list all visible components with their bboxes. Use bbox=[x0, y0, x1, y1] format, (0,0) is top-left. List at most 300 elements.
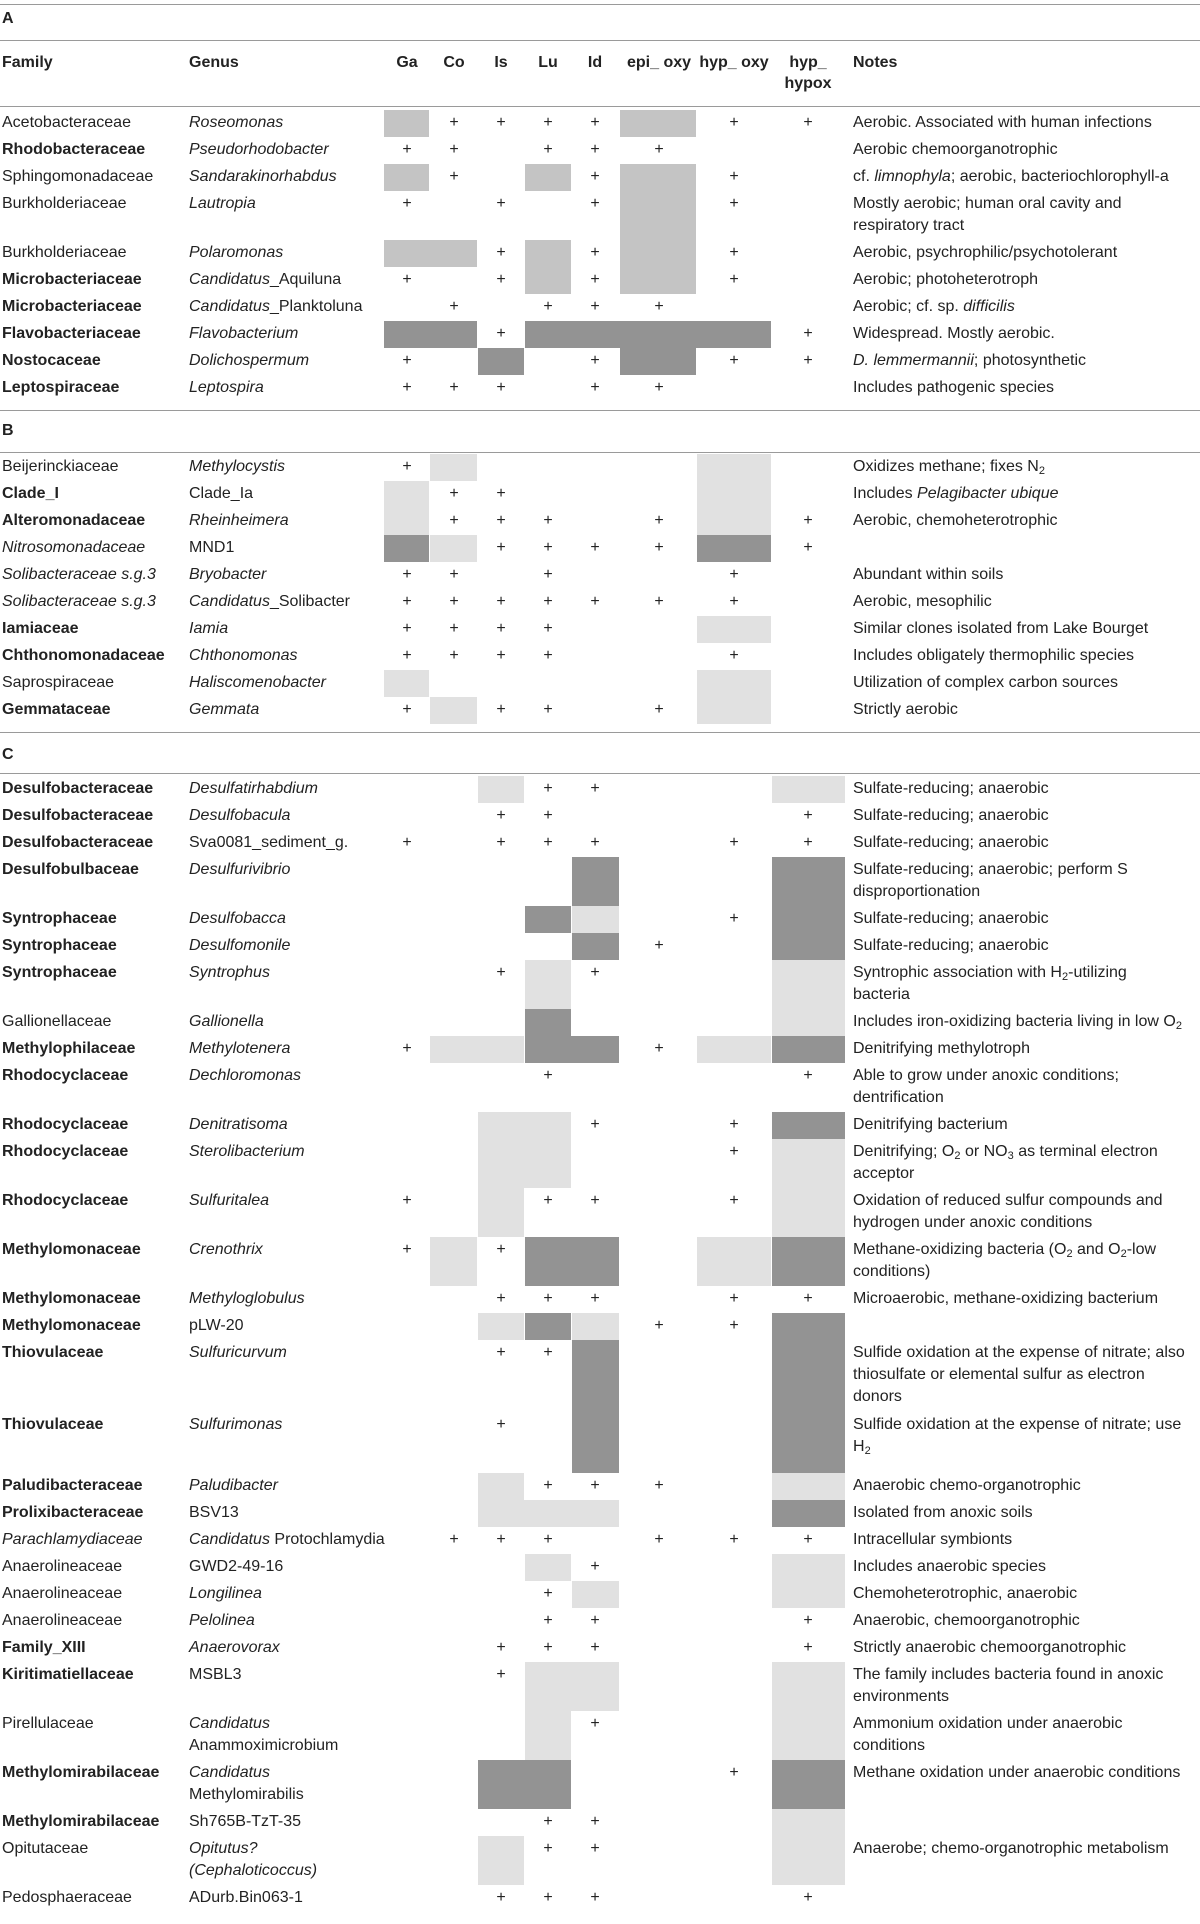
presence-mark: + bbox=[496, 271, 506, 288]
presence-mark: + bbox=[543, 620, 553, 637]
cell-shade bbox=[572, 857, 619, 906]
presence-mark: + bbox=[590, 964, 600, 981]
presence-mark: + bbox=[543, 1889, 553, 1906]
family-cell: Thiovulaceae bbox=[2, 1416, 104, 1433]
presence-mark: + bbox=[729, 352, 739, 369]
presence-mark: + bbox=[543, 1344, 553, 1361]
presence-mark: + bbox=[654, 937, 664, 954]
section-end-rule bbox=[0, 410, 1200, 411]
col-header-text: hyp_ oxy bbox=[699, 54, 769, 71]
cell-shade bbox=[620, 240, 696, 267]
cell-shade bbox=[384, 321, 477, 348]
presence-mark: + bbox=[803, 1067, 813, 1084]
genus-cell: Lautropia bbox=[189, 195, 256, 212]
family-cell: Syntrophaceae bbox=[2, 964, 117, 981]
genus-cell: Gallionella bbox=[189, 1013, 264, 1030]
family-cell: Methylomonaceae bbox=[2, 1317, 141, 1334]
family-cell: Anaerolineaceae bbox=[2, 1558, 123, 1575]
family-cell: Methylomirabilaceae bbox=[2, 1813, 160, 1830]
genus-cell: Candidatus Protochlamydia bbox=[189, 1531, 385, 1548]
cell-shade bbox=[478, 1473, 524, 1500]
genus-cell: Roseomonas bbox=[189, 114, 284, 131]
presence-mark: + bbox=[402, 566, 412, 583]
genus-cell: MND1 bbox=[189, 539, 235, 556]
notes-cell: Includes pathogenic species bbox=[853, 379, 1055, 396]
cell-shade bbox=[697, 670, 771, 697]
cell-shade bbox=[478, 1836, 524, 1885]
presence-mark: + bbox=[496, 195, 506, 212]
family-cell: Iamiaceae bbox=[2, 620, 79, 637]
notes-cell: Similar clones isolated from Lake Bourget bbox=[853, 620, 1149, 637]
notes-cell: Widespread. Mostly aerobic. bbox=[853, 325, 1055, 342]
cell-shade bbox=[525, 960, 571, 1009]
presence-mark: + bbox=[543, 1639, 553, 1656]
presence-mark: + bbox=[402, 271, 412, 288]
cell-shade bbox=[697, 481, 771, 508]
presence-mark: + bbox=[654, 701, 664, 718]
presence-mark: + bbox=[654, 1531, 664, 1548]
presence-mark: + bbox=[402, 352, 412, 369]
col-header-text: Is bbox=[494, 54, 508, 71]
cell-shade bbox=[525, 1237, 619, 1286]
col-header-text: Lu bbox=[538, 54, 558, 71]
cell-shade bbox=[525, 1554, 571, 1581]
presence-mark: + bbox=[496, 1290, 506, 1307]
presence-mark: + bbox=[543, 647, 553, 664]
family-cell: Rhodobacteraceae bbox=[2, 141, 146, 158]
notes-cell: Methane-oxidizing bacteria ($O_2$ and $O_2$-low conditions) bbox=[853, 1241, 1157, 1280]
presence-mark: + bbox=[654, 1477, 664, 1494]
family-cell: Beijerinckiaceae bbox=[2, 458, 119, 475]
genus-cell: Denitratisoma bbox=[189, 1116, 288, 1133]
notes-cell: Aerobic. Associated with human infections bbox=[853, 114, 1152, 131]
genus-cell: Sulfurimonas bbox=[189, 1416, 283, 1433]
notes-cell: Aerobic, psychrophilic/psychotolerant bbox=[853, 244, 1118, 261]
section-label: C bbox=[2, 746, 14, 763]
presence-mark: + bbox=[543, 807, 553, 824]
cell-shade bbox=[478, 348, 524, 375]
cell-shade bbox=[430, 1237, 477, 1286]
header-rule bbox=[0, 106, 1200, 107]
presence-mark: + bbox=[590, 780, 600, 797]
presence-mark: + bbox=[590, 539, 600, 556]
family-cell: Desulfobulbaceae bbox=[2, 861, 139, 878]
presence-mark: + bbox=[449, 298, 459, 315]
cell-shade bbox=[430, 535, 477, 562]
cell-shade bbox=[772, 1473, 845, 1500]
family-cell: Burkholderiaceae bbox=[2, 244, 127, 261]
presence-mark: + bbox=[590, 1639, 600, 1656]
cell-shade bbox=[525, 1313, 571, 1340]
presence-mark: + bbox=[543, 1477, 553, 1494]
genus-cell: Opitutus? (Cephaloticoccus) bbox=[189, 1840, 318, 1879]
presence-mark: + bbox=[654, 379, 664, 396]
presence-mark: + bbox=[590, 1192, 600, 1209]
cell-shade bbox=[772, 1809, 845, 1836]
cell-shade bbox=[772, 1237, 845, 1286]
presence-mark: + bbox=[496, 485, 506, 502]
cell-shade bbox=[525, 267, 571, 294]
presence-mark: + bbox=[590, 168, 600, 185]
notes-cell: Sulfate-reducing; anaerobic bbox=[853, 834, 1049, 851]
col-header-text: Ga bbox=[396, 54, 418, 71]
family-cell: Methylomonaceae bbox=[2, 1290, 141, 1307]
presence-mark: + bbox=[590, 1116, 600, 1133]
cell-shade bbox=[697, 616, 771, 643]
presence-mark: + bbox=[590, 352, 600, 369]
genus-cell: Sterolibacterium bbox=[189, 1143, 305, 1160]
cell-shade bbox=[772, 1581, 845, 1608]
presence-mark: + bbox=[449, 485, 459, 502]
presence-mark: + bbox=[803, 539, 813, 556]
family-cell: Saprospiraceae bbox=[2, 674, 115, 691]
family-cell: Flavobacteriaceae bbox=[2, 325, 141, 342]
cell-shade bbox=[620, 191, 696, 240]
genus-cell: GWD2-49-16 bbox=[189, 1558, 284, 1575]
notes-cell: Sulfate-reducing; anaerobic bbox=[853, 780, 1049, 797]
genus-cell: Rheinheimera bbox=[189, 512, 289, 529]
presence-mark: + bbox=[543, 1840, 553, 1857]
col-header-text: Id bbox=[587, 54, 603, 71]
family-cell: Kiritimatiellaceae bbox=[2, 1666, 134, 1683]
presence-mark: + bbox=[496, 834, 506, 851]
presence-mark: + bbox=[590, 1477, 600, 1494]
cell-shade bbox=[478, 1188, 524, 1237]
notes-cell: Sulfate-reducing; anaerobic; perform S disproportionation bbox=[853, 861, 1128, 900]
family-cell: Solibacteraceae s.g.3 bbox=[2, 566, 156, 583]
presence-mark: + bbox=[729, 593, 739, 610]
presence-mark: + bbox=[402, 620, 412, 637]
family-cell: Parachlamydiaceae bbox=[2, 1531, 143, 1548]
cell-shade bbox=[697, 508, 771, 535]
family-cell: Clade_I bbox=[2, 485, 59, 502]
cell-shade bbox=[384, 110, 429, 137]
cell-shade bbox=[697, 454, 771, 481]
genus-cell: Dolichospermum bbox=[189, 352, 310, 369]
notes-cell: Denitrifying methylotroph bbox=[853, 1040, 1030, 1057]
notes-cell: Aerobic, chemoheterotrophic bbox=[853, 512, 1058, 529]
cell-shade bbox=[384, 481, 429, 508]
presence-mark: + bbox=[654, 593, 664, 610]
presence-mark: + bbox=[402, 141, 412, 158]
presence-mark: + bbox=[654, 298, 664, 315]
cell-shade bbox=[572, 1581, 619, 1608]
family-cell: Thiovulaceae bbox=[2, 1344, 104, 1361]
presence-mark: + bbox=[654, 1040, 664, 1057]
cell-shade bbox=[772, 1112, 845, 1139]
notes-cell: Denitrifying bacterium bbox=[853, 1116, 1008, 1133]
notes-cell: cf. limnophyla; aerobic, bacteriochlorophyll-a bbox=[853, 168, 1169, 185]
notes-cell: Oxidation of reduced sulfur compounds and hydrogen under anoxic conditions bbox=[853, 1192, 1163, 1231]
col-header-text: hyp_ bbox=[789, 54, 827, 71]
cell-shade bbox=[478, 1313, 524, 1340]
top-rule bbox=[0, 4, 1200, 5]
family-cell: Microbacteriaceae bbox=[2, 271, 142, 288]
notes-cell: Anaerobe; chemo-organotrophic metabolism bbox=[853, 1840, 1169, 1857]
family-cell: Nitrosomonadaceae bbox=[2, 539, 146, 556]
presence-mark: + bbox=[729, 1192, 739, 1209]
presence-mark: + bbox=[402, 379, 412, 396]
presence-mark: + bbox=[543, 701, 553, 718]
section-end-rule bbox=[0, 732, 1200, 733]
presence-mark: + bbox=[496, 593, 506, 610]
presence-mark: + bbox=[402, 195, 412, 212]
family-cell: Prolixibacteraceae bbox=[2, 1504, 144, 1521]
family-cell: Rhodocyclaceae bbox=[2, 1143, 129, 1160]
presence-mark: + bbox=[543, 566, 553, 583]
col-header-7 bbox=[768, 52, 848, 94]
cell-shade bbox=[478, 1500, 619, 1527]
cell-shade bbox=[697, 1237, 771, 1286]
genus-cell: Sulfuricurvum bbox=[189, 1344, 287, 1361]
cell-shade bbox=[772, 1009, 845, 1036]
family-cell: Rhodocyclaceae bbox=[2, 1192, 129, 1209]
presence-mark: + bbox=[590, 141, 600, 158]
col-header-notes: Notes bbox=[853, 54, 898, 71]
presence-mark: + bbox=[402, 1040, 412, 1057]
genus-cell: Candidatus Methylomirabilis bbox=[189, 1764, 304, 1803]
presence-mark: + bbox=[496, 379, 506, 396]
presence-mark: + bbox=[590, 195, 600, 212]
genus-cell: Pelolinea bbox=[189, 1612, 255, 1629]
genus-cell: Dechloromonas bbox=[189, 1067, 302, 1084]
notes-cell: Utilization of complex carbon sources bbox=[853, 674, 1119, 691]
genus-cell: Desulfobacula bbox=[189, 807, 291, 824]
genus-cell: Leptospira bbox=[189, 379, 264, 396]
presence-mark: + bbox=[496, 964, 506, 981]
presence-mark: + bbox=[402, 701, 412, 718]
family-cell: Leptospiraceae bbox=[2, 379, 120, 396]
notes-cell: Methane oxidation under anaerobic conditions bbox=[853, 1764, 1181, 1781]
notes-cell: Includes iron-oxidizing bacteria living in low $O_2$ bbox=[853, 1013, 1182, 1032]
cell-shade bbox=[772, 776, 845, 803]
presence-mark: + bbox=[449, 593, 459, 610]
presence-mark: + bbox=[496, 1889, 506, 1906]
presence-mark: + bbox=[803, 1639, 813, 1656]
genus-cell: Methylotenera bbox=[189, 1040, 291, 1057]
presence-mark: + bbox=[496, 1531, 506, 1548]
presence-mark: + bbox=[449, 647, 459, 664]
genus-cell: Desulfatirhabdium bbox=[189, 780, 318, 797]
notes-cell: Anaerobic chemo-organotrophic bbox=[853, 1477, 1081, 1494]
presence-mark: + bbox=[803, 352, 813, 369]
col-header-6 bbox=[694, 52, 774, 73]
genus-cell: MSBL3 bbox=[189, 1666, 242, 1683]
presence-mark: + bbox=[496, 539, 506, 556]
genus-cell: Iamia bbox=[189, 620, 229, 637]
presence-mark: + bbox=[449, 620, 459, 637]
notes-cell: Microaerobic, methane-oxidizing bacterium bbox=[853, 1290, 1159, 1307]
presence-mark: + bbox=[803, 512, 813, 529]
notes-cell: Intracellular symbionts bbox=[853, 1531, 1013, 1548]
notes-cell: Includes obligately thermophilic species bbox=[853, 647, 1135, 664]
presence-mark: + bbox=[496, 647, 506, 664]
cell-shade bbox=[772, 933, 845, 960]
presence-mark: + bbox=[402, 458, 412, 475]
family-cell: Gemmataceae bbox=[2, 701, 111, 718]
cell-shade bbox=[772, 1711, 845, 1760]
presence-mark: + bbox=[543, 1585, 553, 1602]
presence-mark: + bbox=[590, 244, 600, 261]
cell-shade bbox=[772, 857, 845, 906]
notes-cell: Includes Pelagibacter ubique bbox=[853, 485, 1059, 502]
presence-mark: + bbox=[402, 593, 412, 610]
genus-cell: Sandarakinorhabdus bbox=[189, 168, 337, 185]
family-cell: Rhodocyclaceae bbox=[2, 1067, 129, 1084]
genus-cell: Flavobacterium bbox=[189, 325, 299, 342]
presence-mark: + bbox=[803, 325, 813, 342]
presence-mark: + bbox=[402, 1192, 412, 1209]
cell-shade bbox=[478, 1139, 571, 1188]
section-label: A bbox=[2, 10, 14, 27]
presence-mark: + bbox=[449, 566, 459, 583]
presence-mark: + bbox=[543, 114, 553, 131]
cell-shade bbox=[525, 1662, 619, 1711]
presence-mark: + bbox=[654, 1317, 664, 1334]
presence-mark: + bbox=[543, 1192, 553, 1209]
presence-mark: + bbox=[729, 647, 739, 664]
presence-mark: + bbox=[449, 512, 459, 529]
presence-mark: + bbox=[729, 1317, 739, 1334]
notes-cell: Syntrophic association with $H_2$-utilizing bacteria bbox=[853, 964, 1127, 1003]
cell-shade bbox=[525, 1711, 571, 1760]
notes-cell: Sulfate-reducing; anaerobic bbox=[853, 937, 1049, 954]
presence-mark: + bbox=[590, 379, 600, 396]
notes-cell: Isolated from anoxic soils bbox=[853, 1504, 1033, 1521]
presence-mark: + bbox=[449, 114, 459, 131]
cell-shade bbox=[384, 535, 429, 562]
notes-cell: Sulfate-reducing; anaerobic bbox=[853, 807, 1049, 824]
section-rule bbox=[0, 773, 1200, 774]
presence-mark: + bbox=[803, 114, 813, 131]
presence-mark: + bbox=[590, 1290, 600, 1307]
genus-cell: Crenothrix bbox=[189, 1241, 263, 1258]
presence-mark: + bbox=[590, 1840, 600, 1857]
section-rule bbox=[0, 40, 1200, 41]
presence-mark: + bbox=[803, 807, 813, 824]
cell-shade bbox=[525, 1036, 619, 1063]
section-label: B bbox=[2, 422, 14, 439]
family-cell: Syntrophaceae bbox=[2, 937, 117, 954]
presence-mark: + bbox=[590, 114, 600, 131]
cell-shade bbox=[620, 110, 696, 137]
presence-mark: + bbox=[729, 910, 739, 927]
presence-mark: + bbox=[803, 834, 813, 851]
notes-cell: Oxidizes methane; fixes $N_2$ bbox=[853, 458, 1045, 477]
presence-mark: + bbox=[496, 1241, 506, 1258]
notes-cell: D. lemmermannii; photosynthetic bbox=[853, 352, 1086, 369]
presence-mark: + bbox=[496, 244, 506, 261]
col-header-text: Co bbox=[443, 54, 465, 71]
presence-mark: + bbox=[729, 195, 739, 212]
presence-mark: + bbox=[590, 1813, 600, 1830]
presence-mark: + bbox=[590, 1715, 600, 1732]
family-cell: Sphingomonadaceae bbox=[2, 168, 154, 185]
genus-cell: Anaerovorax bbox=[189, 1639, 280, 1656]
genus-cell: Methylocystis bbox=[189, 458, 286, 475]
presence-mark: + bbox=[543, 539, 553, 556]
cell-shade bbox=[384, 240, 477, 267]
presence-mark: + bbox=[543, 1067, 553, 1084]
col-header-text: hypox bbox=[784, 75, 832, 92]
presence-mark: + bbox=[590, 298, 600, 315]
notes-cell: Strictly anaerobic chemoorganotrophic bbox=[853, 1639, 1127, 1656]
notes-cell: The family includes bacteria found in anoxic environments bbox=[853, 1666, 1164, 1705]
presence-mark: + bbox=[654, 539, 664, 556]
cell-shade bbox=[620, 348, 696, 375]
cell-shade bbox=[772, 1554, 845, 1581]
presence-mark: + bbox=[402, 1241, 412, 1258]
cell-shade bbox=[384, 164, 429, 191]
presence-mark: + bbox=[402, 834, 412, 851]
genus-cell: Longilinea bbox=[189, 1585, 262, 1602]
presence-mark: + bbox=[496, 325, 506, 342]
genus-cell: Sh765B-TzT-35 bbox=[189, 1813, 302, 1830]
cell-shade bbox=[772, 1340, 845, 1412]
family-cell: Anaerolineaceae bbox=[2, 1612, 123, 1629]
presence-mark: + bbox=[543, 1290, 553, 1307]
presence-mark: + bbox=[729, 1143, 739, 1160]
presence-mark: + bbox=[496, 114, 506, 131]
col-header-family: Family bbox=[2, 54, 53, 71]
cell-shade bbox=[478, 1760, 571, 1809]
cell-shade bbox=[772, 906, 845, 933]
genus-cell: BSV13 bbox=[189, 1504, 239, 1521]
cell-shade bbox=[478, 1112, 571, 1139]
presence-mark: + bbox=[543, 512, 553, 529]
notes-cell: Ammonium oxidation under anaerobic conditions bbox=[853, 1715, 1123, 1754]
cell-shade bbox=[772, 1036, 845, 1063]
genus-cell: Chthonomonas bbox=[189, 647, 298, 664]
presence-mark: + bbox=[729, 271, 739, 288]
notes-cell: Strictly aerobic bbox=[853, 701, 958, 718]
cell-shade bbox=[772, 1836, 845, 1885]
cell-shade bbox=[525, 906, 571, 933]
presence-mark: + bbox=[803, 1531, 813, 1548]
presence-mark: + bbox=[543, 780, 553, 797]
cell-shade bbox=[384, 508, 429, 535]
notes-cell: Aerobic; photoheterotroph bbox=[853, 271, 1039, 288]
col-header-text: epi_ oxy bbox=[626, 54, 692, 71]
genus-cell: Candidatus_Aquiluna bbox=[189, 271, 342, 288]
cell-shade bbox=[620, 267, 696, 294]
cell-shade bbox=[572, 933, 619, 960]
presence-mark: + bbox=[654, 141, 664, 158]
cell-shade bbox=[430, 1036, 524, 1063]
family-cell: Acetobacteraceae bbox=[2, 114, 131, 131]
genus-cell: Haliscomenobacter bbox=[189, 674, 326, 691]
presence-mark: + bbox=[496, 1344, 506, 1361]
cell-shade bbox=[572, 1340, 619, 1412]
notes-cell: Chemoheterotrophic, anaerobic bbox=[853, 1585, 1078, 1602]
notes-cell: Sulfide oxidation at the expense of nitrate; also thiosulfate or elemental sulfur as electron donors bbox=[853, 1344, 1185, 1405]
notes-cell: Sulfate-reducing; anaerobic bbox=[853, 910, 1049, 927]
presence-mark: + bbox=[402, 647, 412, 664]
notes-cell: Anaerobic, chemoorganotrophic bbox=[853, 1612, 1080, 1629]
family-cell: Family_XIII bbox=[2, 1639, 86, 1656]
presence-mark: + bbox=[803, 1612, 813, 1629]
notes-cell: Sulfide oxidation at the expense of nitrate; use $H_2$ bbox=[853, 1416, 1182, 1457]
presence-mark: + bbox=[449, 168, 459, 185]
genus-cell: Gemmata bbox=[189, 701, 260, 718]
presence-mark: + bbox=[803, 1889, 813, 1906]
notes-cell: Includes anaerobic species bbox=[853, 1558, 1047, 1575]
genus-cell: Clade_Ia bbox=[189, 485, 254, 502]
genus-cell: Candidatus_Planktoluna bbox=[189, 298, 363, 315]
genus-cell: Pseudorhodobacter bbox=[189, 141, 329, 158]
presence-mark: + bbox=[729, 114, 739, 131]
genus-cell: Candidatus_Solibacter bbox=[189, 593, 350, 610]
